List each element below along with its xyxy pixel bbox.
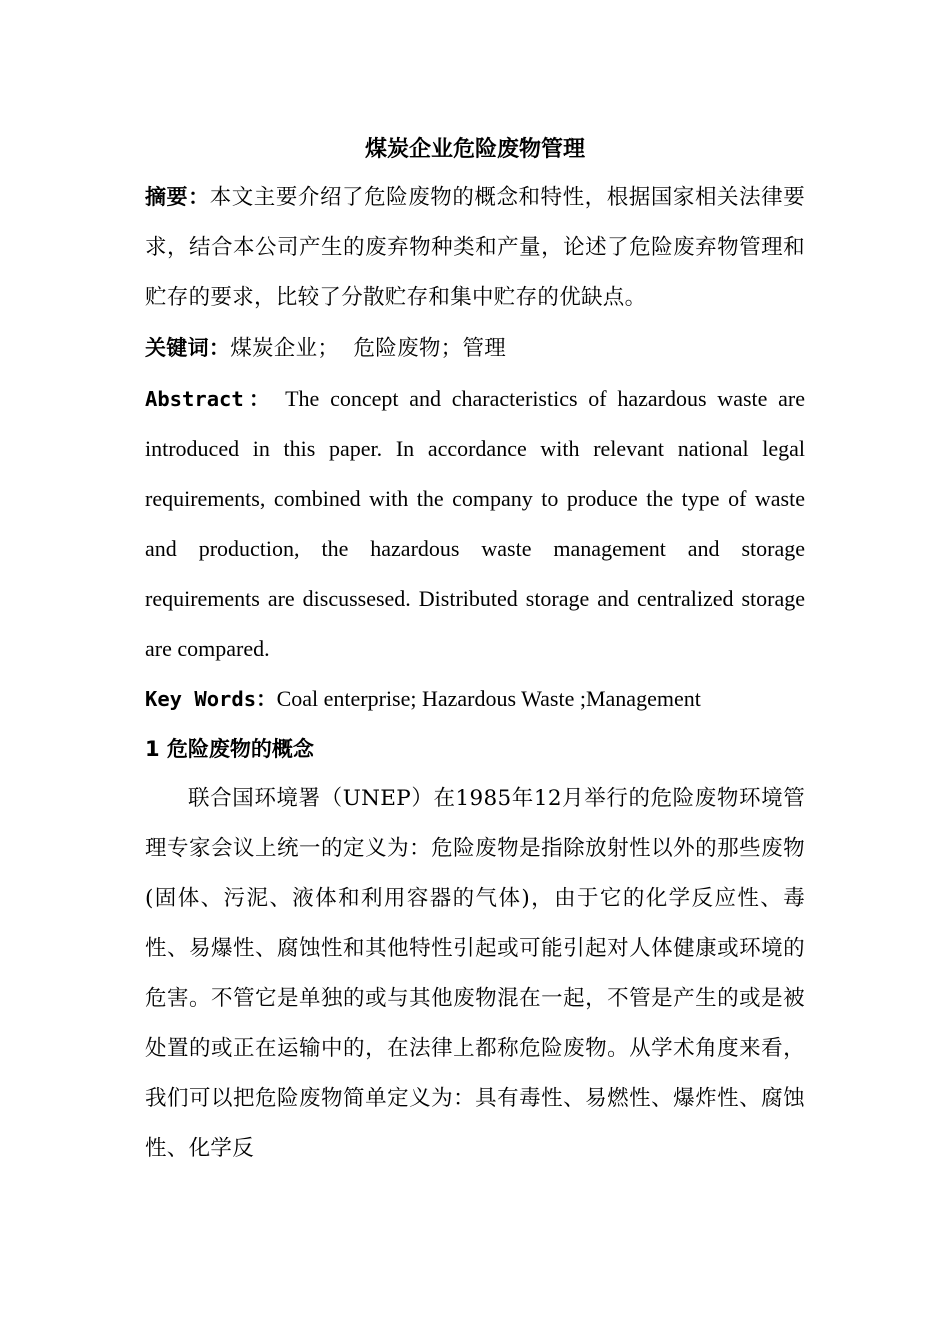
keywords-cn-text: 煤炭企业； 危险废物；管理: [230, 336, 507, 361]
document-title: 煤炭企业危险废物管理: [364, 137, 585, 162]
abstract-en-text: The concept and characteristics of hazardous waste are introduced in this paper. In accordance with relevant national legal requirements, combined with the company to produce the type of waste and production, the hazardous waste management and storage requirements are discussesed. Distributed storage and centralized storage are compared.: [145, 386, 805, 661]
keywords-en-text: Coal enterprise; Hazardous Waste ;Management: [276, 686, 701, 711]
document-page: [145, 128, 805, 1174]
abstract-cn-label: 摘要：: [145, 185, 210, 209]
keywords-cn-label: 关键词：: [145, 336, 231, 360]
keywords-en-label: Key Words：: [145, 687, 277, 711]
keywords-en: [145, 674, 805, 724]
abstract-cn-text: 本文主要介绍了危险废物的概念和特性，根据国家相关法律要求，结合本公司产生的废弃物种类和产量，论述了危险废弃物管理和贮存的要求，比较了分散贮存和集中贮存的优缺点。: [145, 185, 806, 310]
keywords-cn: [145, 323, 805, 374]
abstract-en-label: Abstract：: [145, 387, 275, 411]
section-1-body: 联合国环境署（UNEP）在1985年12月举行的危险废物环境管理专家会议上统一的定义为：危险废物是指除放射性以外的那些废物(固体、污泥、液体和利用容器的气体)，由于它的化学反应性、毒性、易爆性、腐蚀性和其他特性引起或可能引起对人体健康或环境的危害。不管它是单独的或与其他废物混在一起，不管是产生的或是被处置的或正在运输中的，在法律上都称危险废物。从学术角度来看，我们可以把危险废物简单定义为：具有毒性、易燃性、爆炸性、腐蚀性、化学反: [145, 786, 805, 1161]
abstract-en: [145, 374, 805, 674]
section-1-heading: 1 危险废物的概念: [145, 737, 314, 761]
abstract-cn: [145, 172, 805, 323]
